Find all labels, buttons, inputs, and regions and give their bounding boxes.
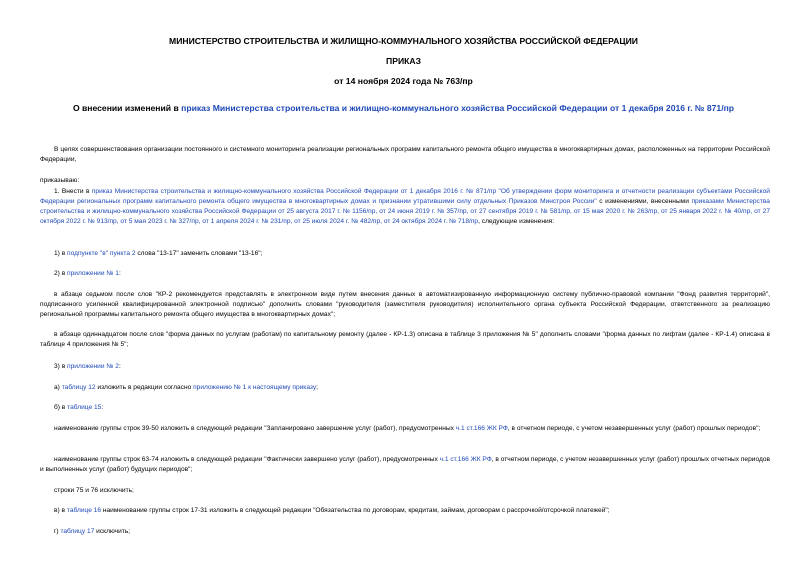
point-3b-prefix: б) в <box>54 404 68 411</box>
doc-type-heading: ПРИКАЗ <box>386 56 421 66</box>
point-3c-suffix: наименование группы строк 17-31 изложить в следующей редакции "Обязательства по договорам, кредитам, займам, договорам с рассрочкой/отсрочкой платежей"; <box>101 507 610 514</box>
housing-code-link-1[interactable]: ч.1 ст.166 ЖК РФ <box>455 425 508 432</box>
point-3b-item-3: строки 75 и 76 исключить; <box>54 487 134 494</box>
point-3d-prefix: г) <box>54 528 61 535</box>
point-1-suffix: слова "13-17" заменить словами "13-16"; <box>135 250 263 257</box>
ministry-heading: МИНИСТЕРСТВО СТРОИТЕЛЬСТВА И ЖИЛИЩНО-КОММУНАЛЬНОГО ХОЗЯЙСТВА РОССИЙСКОЙ ФЕДЕРАЦИИ <box>169 36 638 46</box>
doc-date-heading: от 14 ноября 2024 года № 763/пр <box>334 76 473 86</box>
point-3b-item-2-suffix: , в отчетном периоде, с учетом незавершенных услуг (работ) прошлых отчетных периодов и выполненных услуг (работ) будущих периодов"; <box>40 456 770 473</box>
amending-orders-link[interactable]: приказами Министерства строительства и жилищно-коммунального хозяйства Российской Федерации от 25 августа 2017 г. № 1156/пр, от 24 июня 2019 г. № 357/пр, от 27 сентября 2019 г. № 581/пр, от 15 мая 2020 г. № 263/пр, от 25 января 2022 г. № 40/пр, от 27 октября 2022 г. № 913/пр, от 5 мая 2023 г. № 327/пр, от 1 апреля 2024 г. № 231/пр, от 25 июля 2024 г. № 482/пр, от 24 октября 2024 г. № 718/пр <box>40 198 770 225</box>
point-3b-item-1-suffix: , в отчетном периоде, с учетом незавершенных услуг (работ) прошлых периодов"; <box>507 425 761 432</box>
doc-title <box>0 103 807 113</box>
point-3a-paragraph <box>40 383 770 393</box>
point-3b-item-1 <box>40 424 770 434</box>
point-3c-prefix: в) в <box>54 507 67 514</box>
item-1-mid: с изменениями, внесенными <box>596 198 692 205</box>
table-12-link[interactable]: таблицу 12 <box>61 384 96 391</box>
housing-code-link-2[interactable]: ч.1 ст.166 ЖК РФ <box>439 456 492 463</box>
point-3a-suffix: ; <box>316 384 319 391</box>
point-3a-mid: изложить в редакции согласно <box>95 384 194 391</box>
item-1-prefix: 1. Внести в <box>54 188 92 195</box>
intro-paragraph: В целях совершенствования организации постоянного и системного мониторинга реализации региональных программ капитального ремонта общего имущества в многоквартирных домах, расположенных на территории Российской Федерации, <box>40 146 770 163</box>
table-15-link[interactable]: таблице 15 <box>67 404 102 411</box>
appendix-1-link[interactable]: приложении № 1 <box>67 270 119 277</box>
point-1-prefix: 1) в <box>54 250 68 257</box>
point-3-paragraph <box>40 362 770 372</box>
point-3b-item-2 <box>40 455 770 475</box>
point-3-suffix: : <box>118 363 121 370</box>
table-16-link[interactable]: таблице 16 <box>66 507 102 514</box>
order-word: приказываю: <box>40 177 80 184</box>
order-871-link[interactable]: приказ Министерства строительства и жилищно-коммунального хозяйства Российской Федерации от 1 декабря 2016 г. № 871/пр "Об утверждении форм мониторинга и отчетности реализации субъектами Российской Федерации региональных программ капитального ремонта общего имущества в многоквартирных домах и признании утратившими силу отдельных Приказов Минстроя России" <box>40 188 770 205</box>
point-3b-item-2-prefix: наименование группы строк 63-74 изложить в следующей редакции "Фактически завершено услуг (работ), предусмотренных <box>54 456 440 463</box>
title-order-link[interactable]: приказ Министерства строительства и жилищно-коммунального хозяйства Российской Федерации от 1 декабря 2016 г. № 871/пр <box>181 103 735 113</box>
item-1-paragraph <box>40 187 770 227</box>
point-3a-prefix: а) <box>54 384 62 391</box>
point-3b-suffix: : <box>101 404 104 411</box>
point-3c-paragraph <box>40 506 770 516</box>
point-2-suffix: : <box>118 270 121 277</box>
point-3b-paragraph <box>40 403 770 413</box>
table-17-link[interactable]: таблицу 17 <box>60 528 95 535</box>
item-1-suffix: , следующие изменения: <box>478 218 555 225</box>
point-2-paragraph <box>40 269 770 279</box>
appendix-2-link[interactable]: приложении № 2 <box>67 363 119 370</box>
appendix-1-order-link[interactable]: приложению № 1 к настоящему приказу <box>193 384 317 391</box>
point-1-paragraph <box>40 249 770 259</box>
subpoint-v-point-2-link[interactable]: подпункте "в" пункта 2 <box>67 250 136 257</box>
point-3d-paragraph <box>40 527 770 537</box>
point-3b-item-1-prefix: наименование группы строк 39-50 изложить в следующей редакции "Запланировано завершение услуг (работ), предусмотренных <box>54 425 456 432</box>
point-2-paragraph-a: в абзаце седьмом после слов "КР-2 рекомендуется представлять в электронном виде путем внесения данных в автоматизированную информационную систему публично-правовой компании "Фонд развития территорий", подписанного усиленной квалифицированной электронной подписью" дополнить словами "руководителя (заместителя руководителя) исполнительного органа субъекта Российской Федерации, ответственного за реализацию региональной программы капитального ремонта общего имущества в многоквартирных домах"; <box>40 291 770 318</box>
point-2-prefix: 2) в <box>54 270 68 277</box>
point-3-prefix: 3) в <box>54 363 68 370</box>
point-2-paragraph-b: в абзаце одиннадцатом после слов "форма данных по услугам (работам) по капитальному ремонту (далее - КР-1.3) описана в таблице 3 приложения № 5" дополнить словами "форма данных по лифтам (далее - КР-1.4) описана в таблице 4 приложения № 5"; <box>40 331 770 348</box>
doc-title-prefix: О внесении изменений в <box>72 103 182 113</box>
point-3d-suffix: исключить; <box>94 528 131 535</box>
